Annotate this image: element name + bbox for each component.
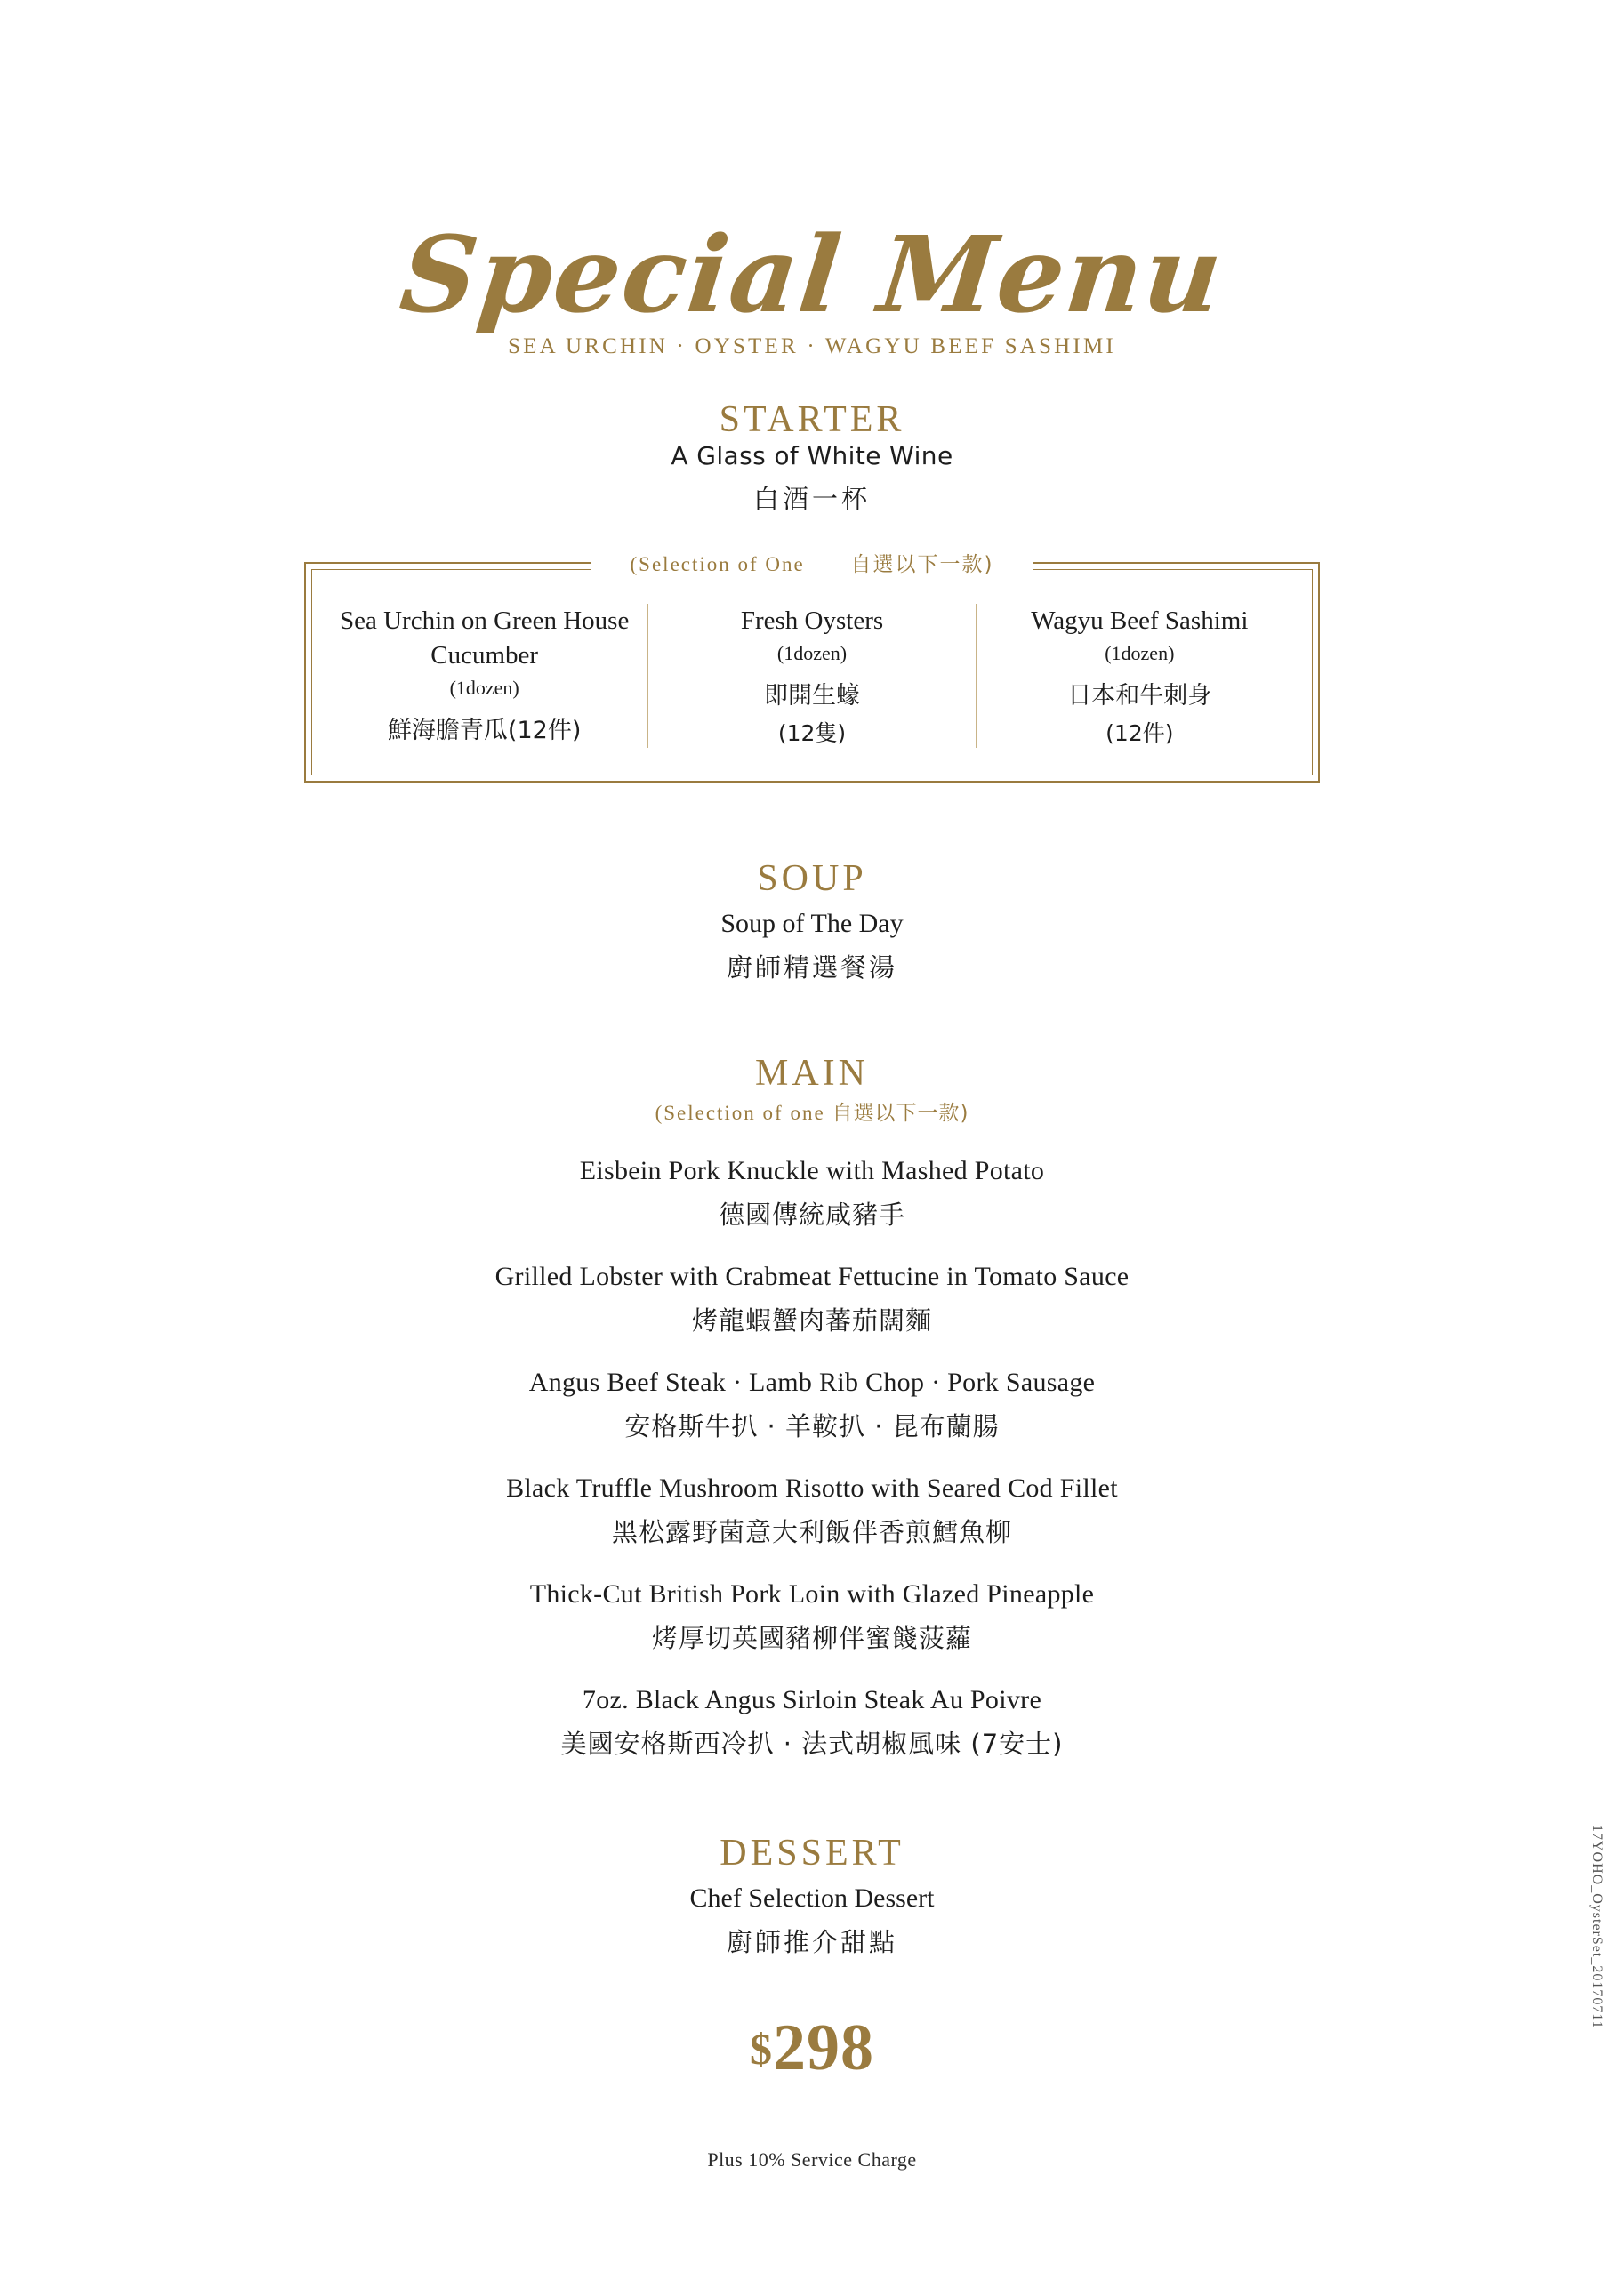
menu-header (0, 0, 1624, 359)
dish-name-cn: 美國安格斯西冷扒 · 法式胡椒風味 (7安士) (560, 1729, 1064, 1760)
dish-name-en: Thick-Cut British Pork Loin with Glazed Pineapple (529, 1579, 1095, 1610)
selection-option-sea-urchin (321, 604, 647, 745)
page-title: Special Menu (395, 213, 1229, 336)
price-amount: 298 (773, 2011, 874, 2085)
option-qty-en: (1dozen) (449, 677, 519, 700)
selection-option-fresh-oysters (647, 604, 975, 748)
selection-box (304, 553, 1320, 783)
dessert-heading: DESSERT (720, 1833, 904, 1875)
main-section (0, 1052, 1624, 1761)
starter-item-cn: 白酒一杯 (752, 484, 871, 514)
soup-section (0, 857, 1624, 984)
option-name-cn: 鮮海膽青瓜(12件) (387, 717, 582, 745)
dish-name-cn: 烤厚切英國豬柳伴蜜餞菠蘿 (651, 1623, 972, 1654)
selection-box-outer-border (304, 562, 1320, 783)
dish-name-en: 7oz. Black Angus Sirloin Steak Au Poivre (582, 1685, 1042, 1715)
dessert-item-cn: 廚師推介甜點 (726, 1927, 897, 1958)
starter-item-en: A Glass of White Wine (671, 441, 953, 470)
dish-name-en: Black Truffle Mushroom Risotto with Seared Cod Fillet (506, 1473, 1118, 1504)
option-qty-en: (1dozen) (776, 642, 848, 665)
selection-box-caption (304, 548, 1320, 577)
option-qty-en: (1dozen) (1105, 642, 1175, 665)
main-selection-note-cn: 自選以下一款) (832, 1102, 969, 1126)
option-name-en: Wagyu Beef Sashimi (1031, 606, 1249, 635)
service-charge-note: Plus 10% Service Charge (707, 2148, 917, 2172)
main-selection-note (0, 1096, 1624, 1126)
price (0, 2011, 1624, 2086)
dish-name-cn: 德國傳統咸豬手 (718, 1200, 905, 1231)
starter-section (0, 398, 1624, 516)
selection-box-inner-border (311, 569, 1313, 775)
option-name-cn: 日本和牛刺身 (1067, 682, 1212, 710)
main-dish (0, 1368, 1624, 1443)
dish-name-cn: 安格斯牛扒 · 羊鞍扒 · 昆布蘭腸 (624, 1411, 1000, 1442)
selection-caption-en: (Selection of One (611, 553, 824, 575)
option-name-cn: 即開生蠔 (763, 682, 860, 710)
main-dish (0, 1579, 1624, 1655)
selection-caption-cn: 自選以下一款) (832, 553, 1014, 576)
main-dish (0, 1685, 1624, 1761)
starter-heading: STARTER (719, 399, 905, 440)
option-qty-cn: (12件) (1105, 720, 1174, 747)
option-name-en: Sea Urchin on Green House Cucumber (339, 606, 630, 670)
soup-item-en: Soup of The Day (720, 909, 904, 939)
dish-name-en: Eisbein Pork Knuckle with Mashed Potato (579, 1156, 1045, 1186)
soup-item-cn: 廚師精選餐湯 (726, 952, 897, 983)
selection-option-wagyu-beef-sashimi (976, 604, 1303, 748)
dish-name-en: Angus Beef Steak · Lamb Rib Chop · Pork Sausage (528, 1368, 1096, 1398)
option-name-en: Fresh Oysters (740, 606, 884, 635)
option-qty-cn: (12隻) (777, 720, 847, 747)
main-dish (0, 1473, 1624, 1549)
dessert-section (0, 1832, 1624, 1959)
soup-heading: SOUP (757, 858, 867, 900)
page-subtitle: SEA URCHIN · OYSTER · WAGYU BEEF SASHIMI (508, 334, 1116, 358)
dessert-item-en: Chef Selection Dessert (689, 1883, 935, 1914)
document-reference-code: 17YOHO_OysterSet_20170711 (1589, 1825, 1604, 2029)
dish-name-en: Grilled Lobster with Crabmeat Fettucine in Tomato Sauce (494, 1262, 1130, 1292)
main-dish (0, 1262, 1624, 1337)
price-currency: $ (750, 2024, 773, 2075)
dish-name-cn: 烤龍蝦蟹肉蕃茄闊麵 (691, 1305, 932, 1337)
main-dish (0, 1156, 1624, 1232)
main-heading: MAIN (755, 1053, 869, 1095)
dish-name-cn: 黑松露野菌意大利飯伴香煎鱈魚柳 (611, 1517, 1012, 1548)
main-selection-note-en: (Selection of one (655, 1102, 825, 1125)
